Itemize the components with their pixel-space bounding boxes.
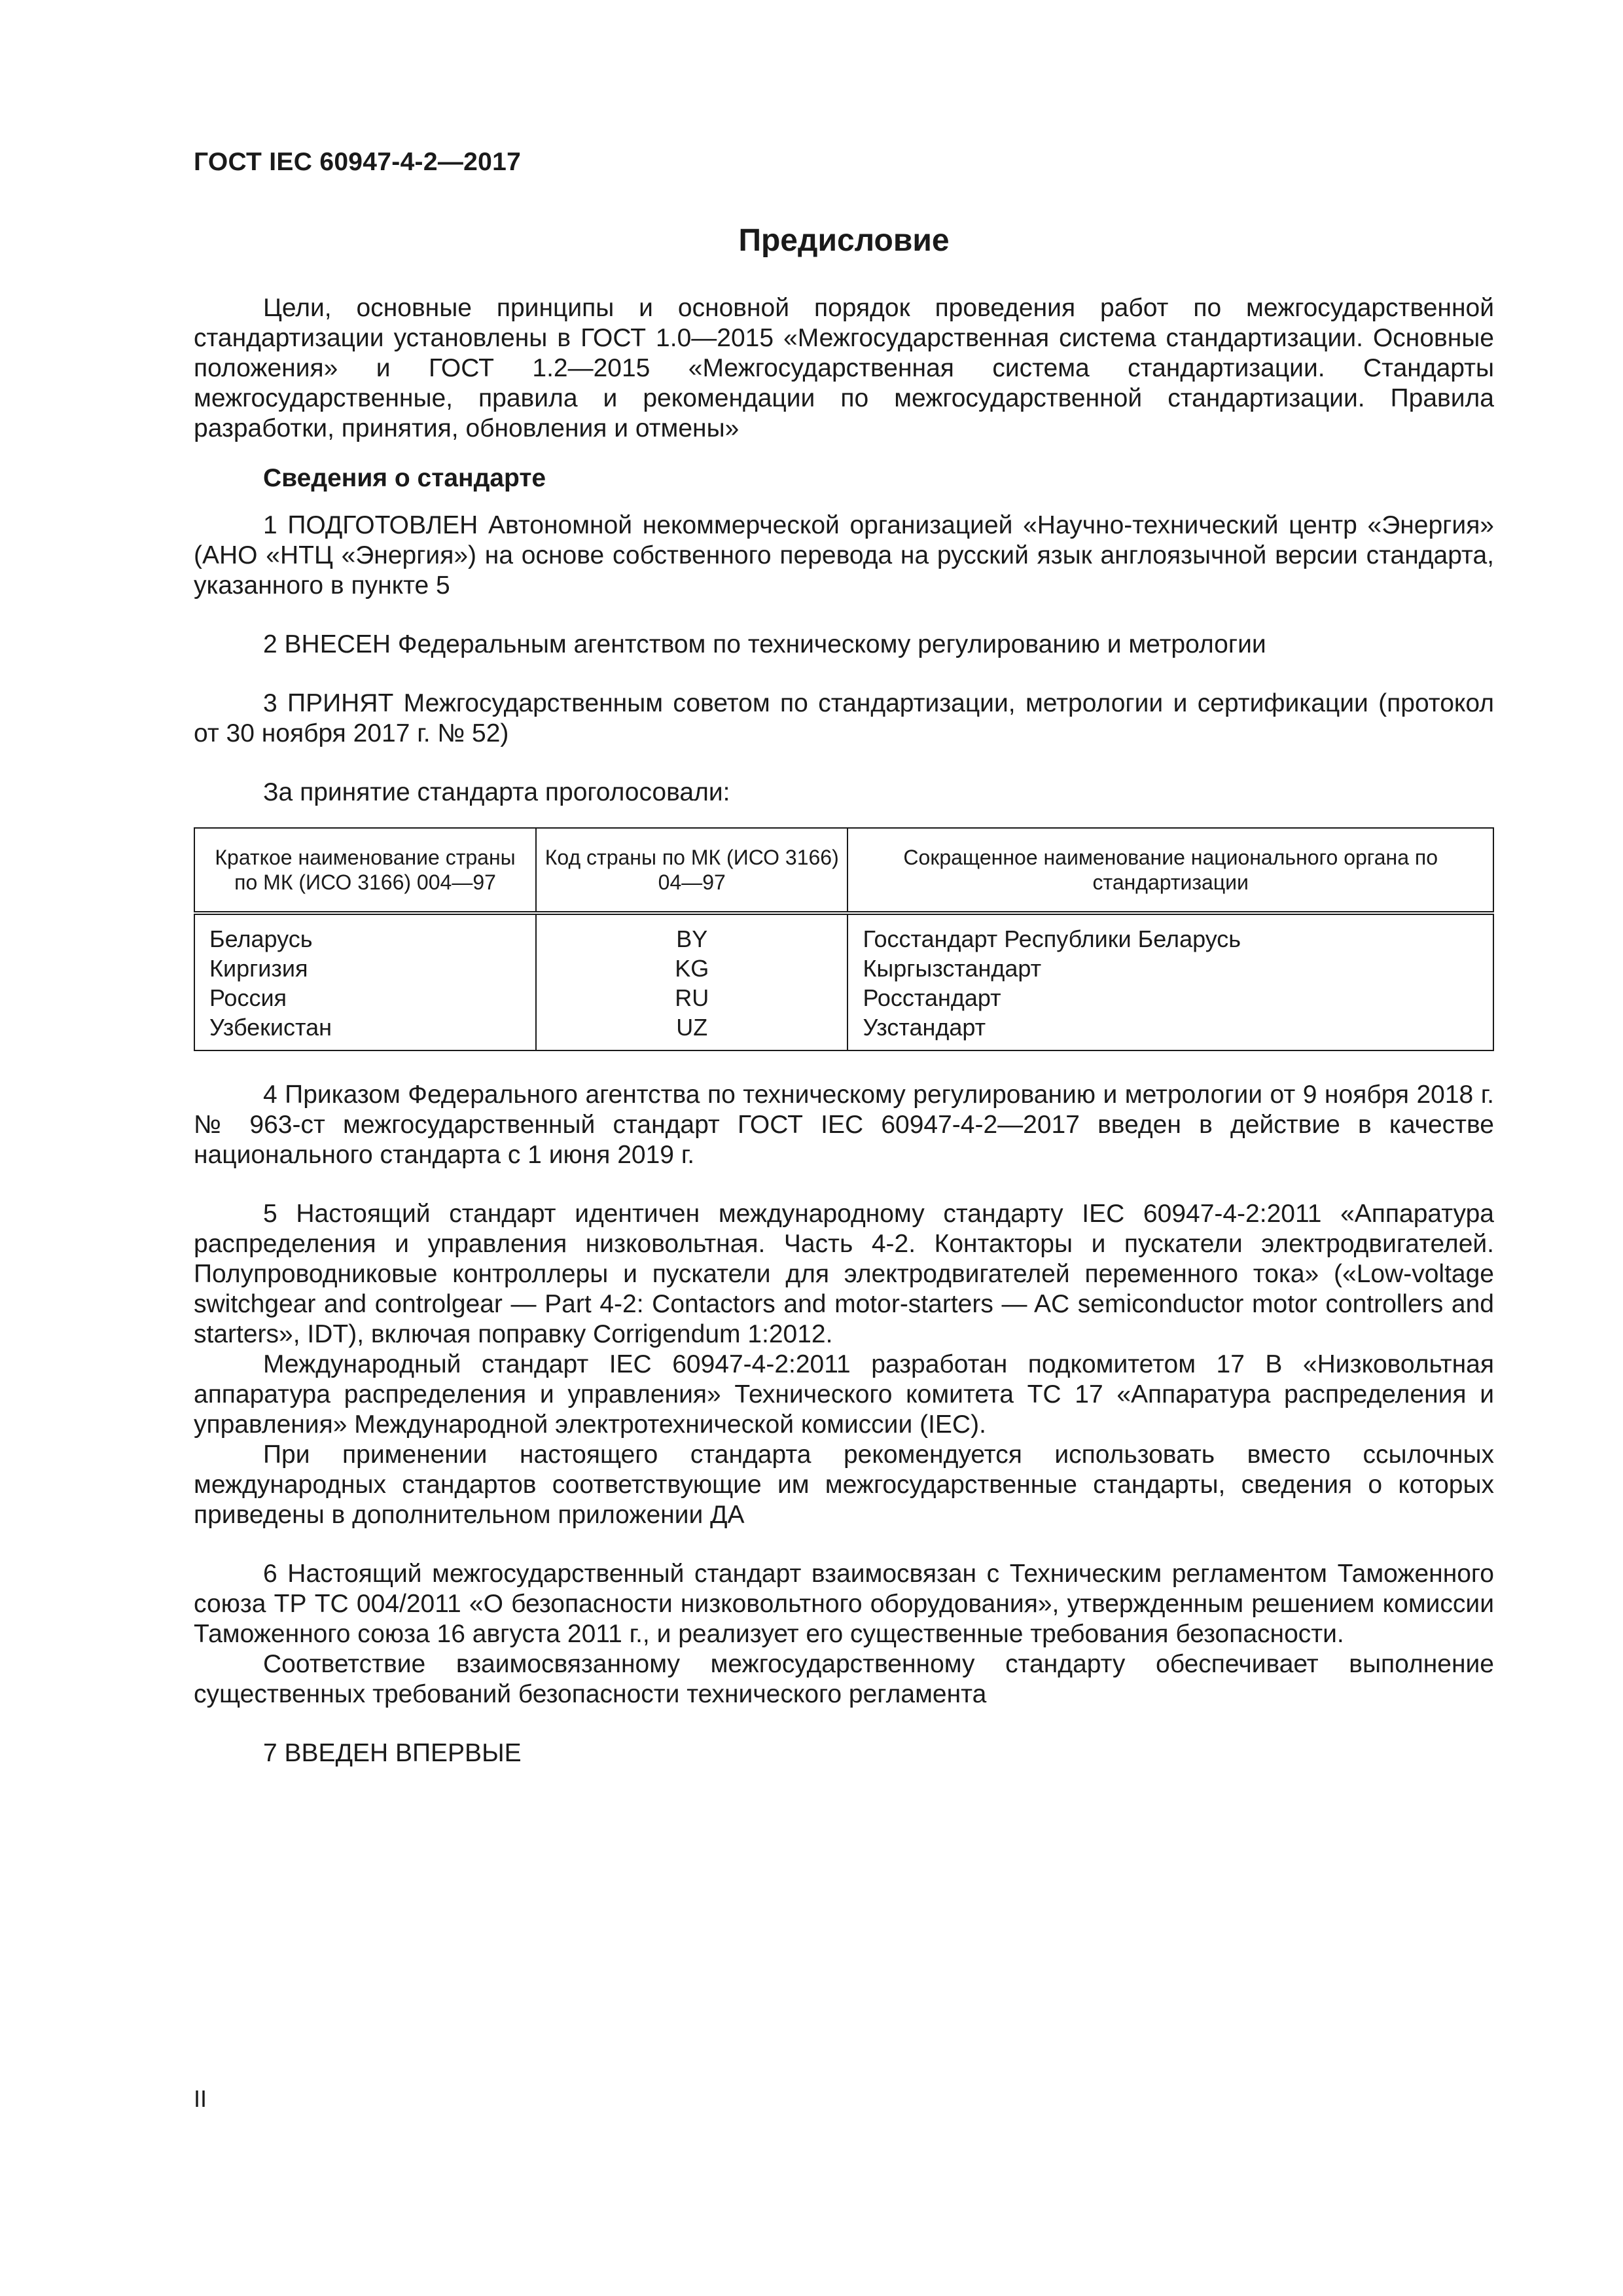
item-7-paragraph: 7 ВВЕДЕН ВПЕРВЫЕ xyxy=(263,1739,522,1767)
section-heading: Сведения о стандарте xyxy=(263,464,546,492)
item-1-paragraph: 1 ПОДГОТОВЛЕН Автономной некоммерческой организацией «Научно-технический центр «Энергия» (АНО «НТЦ «Энергия») на основе собственного перевода на русский язык англоязычной версии стандарта, указанного в пункте 5 xyxy=(194,511,1494,600)
item-5-paragraph: 5 Настоящий стандарт идентичен международному стандарту IEC 60947-4-2:2011 «Аппаратура распределения и управления низковольтная. Часть 4-2. Контакторы и пускатели электродвигателей. Полупроводниковые контроллеры и пускатели для электродвигателей переменного тока» («Low-voltage switchgear and controlgear — Part 4-2: Contactors and motor-starters — AC semiconductor motor controllers and starters», IDT), включая поправку Corrigendum 1:2012. xyxy=(194,1200,1494,1348)
item-4-paragraph: 4 Приказом Федерального агентства по техническому регулированию и метрологии от 9 ноября 2018 г. № 963-ст межгосударственный стандарт ГОСТ IEC 60947-4-2—2017 введен в действие в качестве национального стандарта с 1 июня 2019 г. xyxy=(194,1081,1494,1169)
intro-paragraph: Цели, основные принципы и основной порядок проведения работ по межгосударственной стандартизации установлены в ГОСТ 1.0—2015 «Межгосударственная система стандартизации. Основные положения» и ГОСТ 1.2—2015 «Межгосударственная система стандартизации. Стандарты межгосударственные, правила и рекомендации по межгосударственной стандартизации. Правила разработки, принятия, обновления и отмены» xyxy=(194,294,1494,442)
item-6-continuation: Соответствие взаимосвязанному межгосударственному стандарту обеспечивает выполнение существенных требований безопасности технического регламента xyxy=(194,1650,1494,1708)
page-number: II xyxy=(194,2085,207,2112)
table-row xyxy=(194,983,1493,1013)
votes-table xyxy=(194,827,1494,1051)
country-code-cell: BY xyxy=(536,913,847,954)
item-5-continuation-2: При применении настоящего стандарта рекомендуется использовать вместо ссылочных международных стандартов соответствующие им межгосударственные стандарты, сведения о которых приведены в дополнительном приложении ДА xyxy=(194,1441,1494,1529)
national-body-cell: Кыргызстандарт xyxy=(847,954,1493,983)
vote-intro-paragraph: За принятие стандарта проголосовали: xyxy=(263,778,730,806)
document-body xyxy=(194,293,1494,1768)
item-2-paragraph: 2 ВНЕСЕН Федеральным агентством по техническому регулированию и метрологии xyxy=(263,630,1266,658)
national-body-cell: Узстандарт xyxy=(847,1013,1493,1050)
country-name-cell: Узбекистан xyxy=(194,1013,536,1050)
table-row xyxy=(194,913,1493,954)
country-code-cell: UZ xyxy=(536,1013,847,1050)
country-code-cell: RU xyxy=(536,983,847,1013)
national-body-cell: Росстандарт xyxy=(847,983,1493,1013)
country-name-cell: Россия xyxy=(194,983,536,1013)
page-title: Предисловие xyxy=(738,223,950,258)
item-5-continuation-1: Международный стандарт IEC 60947-4-2:2011 разработан подкомитетом 17 В «Низковольтная аппаратура распределения и управления» Технического комитета ТС 17 «Аппаратура распределения и управления» Международной электротехнической комиссии (IEC). xyxy=(194,1350,1494,1439)
column-header: Код страны по МК (ИСО 3166) 04—97 xyxy=(536,828,847,913)
item-3-paragraph: 3 ПРИНЯТ Межгосударственным советом по стандартизации, метрологии и сертификации (протокол от 30 ноября 2017 г. № 52) xyxy=(194,689,1494,747)
country-name-cell: Киргизия xyxy=(194,954,536,983)
table-row xyxy=(194,954,1493,983)
country-code-cell: KG xyxy=(536,954,847,983)
country-name-cell: Беларусь xyxy=(194,913,536,954)
document-code-header: ГОСТ IEC 60947-4-2—2017 xyxy=(194,148,522,176)
column-header: Краткое наименование страны по МК (ИСО 3166) 004—97 xyxy=(194,828,536,913)
column-header: Сокращенное наименование национального органа по стандартизации xyxy=(847,828,1493,913)
table-row xyxy=(194,1013,1493,1050)
national-body-cell: Госстандарт Республики Беларусь xyxy=(847,913,1493,954)
table-header-row xyxy=(194,828,1493,913)
item-6-paragraph: 6 Настоящий межгосударственный стандарт взаимосвязан с Техническим регламентом Таможенного союза ТР ТС 004/2011 «О безопасности низковольтного оборудования», утвержденным решением комиссии Таможенного союза 16 августа 2011 г., и реализует его существенные требования безопасности. xyxy=(194,1560,1494,1648)
